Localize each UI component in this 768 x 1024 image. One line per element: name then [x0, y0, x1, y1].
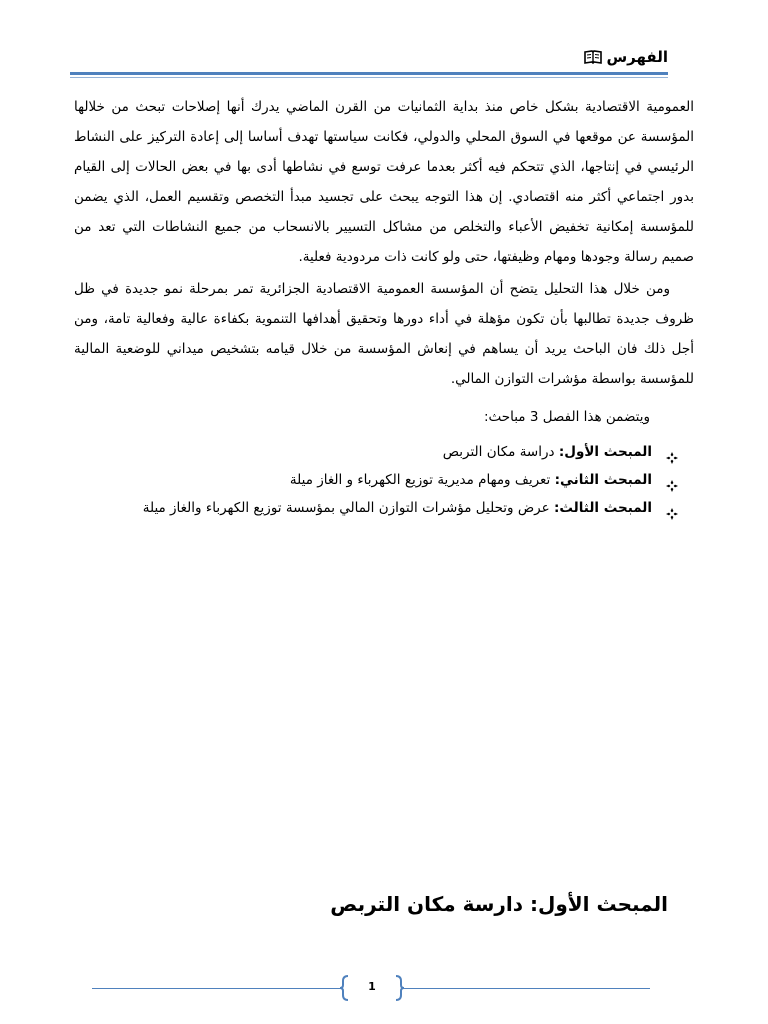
section-entry	[443, 438, 652, 466]
sections-list	[74, 438, 694, 522]
book-icon	[584, 50, 602, 64]
list-item	[74, 494, 678, 522]
sections-intro: ويتضمن هذا الفصل 3 مباحث:	[483, 409, 650, 425]
footer-rule-right	[404, 988, 650, 989]
section-text: تعريف ومهام مديرية توزيع الكهرباء و الغاز ميلة	[289, 472, 555, 488]
section-label: المبحث الثالث:	[553, 500, 652, 516]
section-label: المبحث الثاني:	[554, 472, 652, 488]
list-item	[74, 466, 678, 494]
header-rule	[70, 72, 668, 75]
header-title: الفهرس	[606, 48, 668, 66]
paragraph-1: العمومية الاقتصادية بشكل خاص منذ بداية الثمانيات من القرن الماضي يدرك أنها إصلاحات تبحث من خلالها المؤسسة عن موقعها في السوق المحلي والدولي، فكانت سياستها تهدف أساسا إلى إعادة التركيز على النشاط الرئيسي في إنتاجها، الذي تتحكم فيه أكثر بعدما عرفت توسع في نشاطها أدى بها في بعض الحالات إلى القيام بدور اجتماعي أكثر منه اقتصادي. إن هذا التوجه يبحث على تجسيد مبدأ التخصص وتقسيم العمل، الذي يضمن للمؤسسة إمكانية تخفيض الأعباء والتخلص من مشاكل التسيير بالانسحاب من جميع النشاطات التي تعد من صميم رسالة وجودها ومهام وظيفتها، حتى ولو كانت ذات مردودية فعلية.	[74, 99, 694, 265]
section-entry	[143, 494, 652, 522]
page-number: 1	[368, 980, 376, 993]
four-diamond-bullet-icon	[666, 474, 678, 486]
list-item	[74, 438, 678, 466]
header-title-group	[584, 48, 668, 66]
four-diamond-bullet-icon	[666, 502, 678, 514]
header-rule-thin	[70, 77, 668, 78]
footer-rule-left	[92, 988, 340, 989]
document-body	[74, 92, 694, 522]
four-diamond-bullet-icon	[666, 446, 678, 458]
section-label: المبحث الأول:	[558, 444, 652, 460]
section-text: عرض وتحليل مؤشرات التوازن المالي بمؤسسة توزيع الكهرباء والغاز ميلة	[142, 500, 554, 516]
section-entry	[290, 466, 652, 494]
paragraph-2: ومن خلال هذا التحليل يتضح أن المؤسسة العمومية الاقتصادية الجزائرية تمر بمرحلة نمو جديدة في ظل ظروف جديدة تطالبها بأن تكون مؤهلة في أداء دورها وتحقيق أهدافها التنموية بكفاءة عالية وفعالية تامة، ومن أجل ذلك فان الباحث يريد أن يساهم في إنعاش المؤسسة من خلال قيامه بتشخيص ميداني للوضعية المالية للمؤسسة بواسطة مؤشرات التوازن المالي.	[74, 281, 694, 387]
section-heading: المبحث الأول: دارسة مكان التربص	[330, 892, 668, 916]
section-text: دراسة مكان التربص	[442, 444, 559, 460]
